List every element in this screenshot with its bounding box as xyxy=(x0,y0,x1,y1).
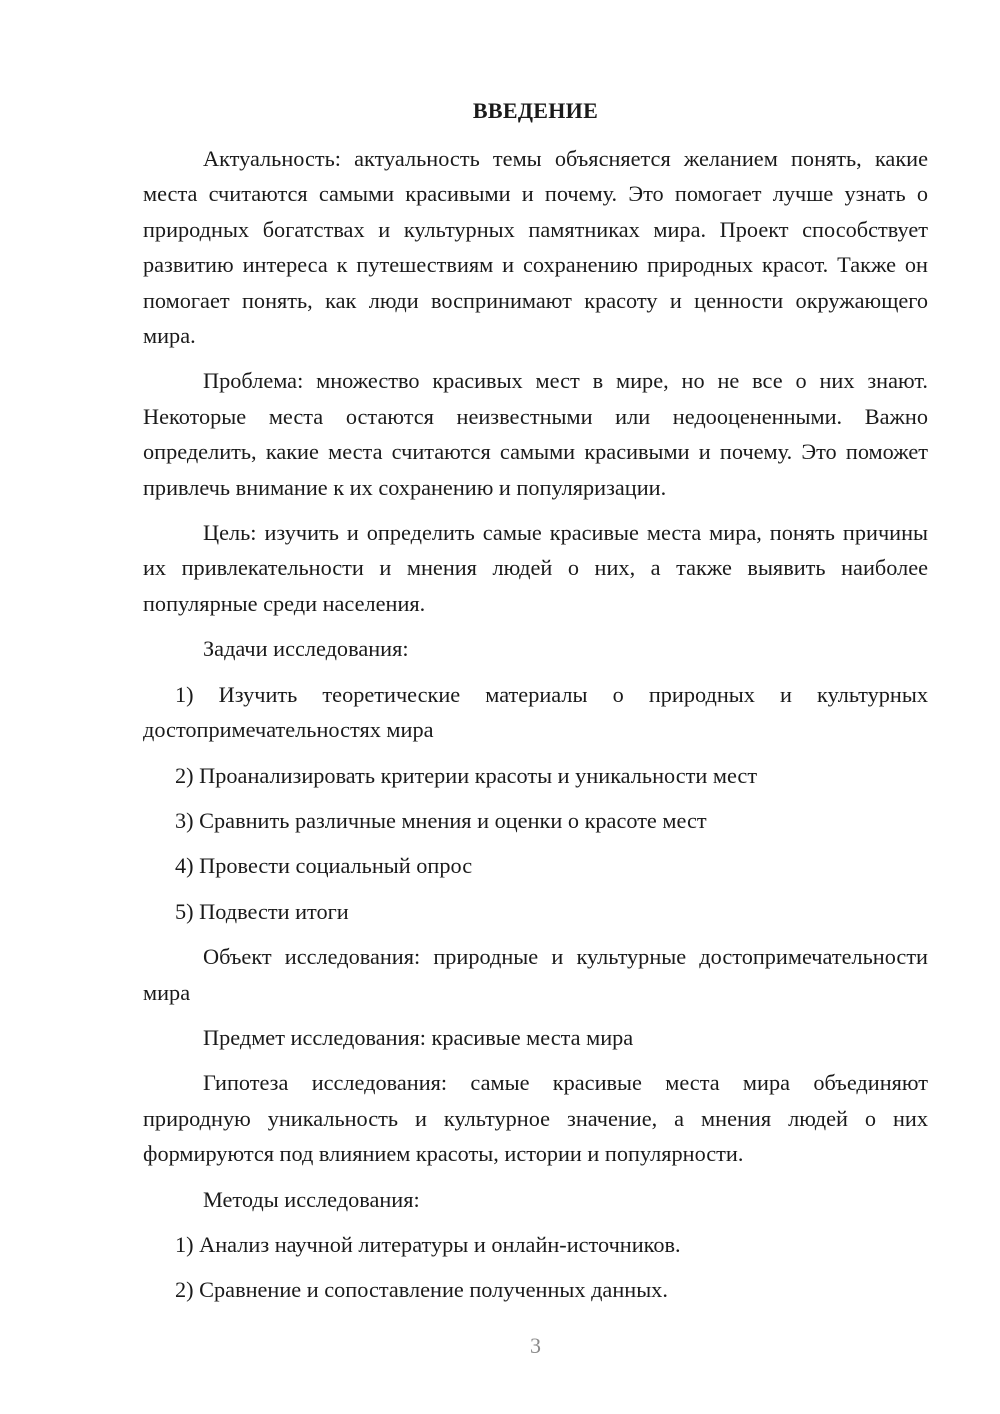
method-item-1: 1) Анализ научной литературы и онлайн-источников. xyxy=(175,1231,681,1257)
section-title: ВВЕДЕНИЕ xyxy=(472,98,599,123)
task-item-1: 1) Изучить теоретические материалы о природных и культурных достопримечательностях мира xyxy=(143,681,928,743)
page-number: 3 xyxy=(530,1333,541,1358)
task-item-2: 2) Проанализировать критерии красоты и уникальности мест xyxy=(175,762,758,788)
paragraph-subject: Предмет исследования: красивые места мира xyxy=(203,1024,634,1050)
task-item-5: 5) Подвести итоги xyxy=(175,898,349,924)
task-item-3: 3) Сравнить различные мнения и оценки о красоте мест xyxy=(175,807,707,833)
methods-heading: Методы исследования: xyxy=(203,1186,420,1212)
document-page xyxy=(143,0,928,1414)
paragraph-hypothesis: Гипотеза исследования: самые красивые места мира объединяют природную уникальность и культурное значение, а мнения людей о них формируются под влиянием красоты, истории и популярности. xyxy=(143,1070,928,1167)
task-item-4: 4) Провести социальный опрос xyxy=(175,853,473,879)
paragraph-problem: Проблема: множество красивых мест в мире, но не все о них знают. Некоторые места остаются неизвестными или недооцененными. Важно определить, какие места считаются самыми красивыми и почему. Это поможет привлечь внимание к их сохранению и популяризации. xyxy=(143,368,928,500)
method-item-2: 2) Сравнение и сопоставление полученных данных. xyxy=(175,1277,668,1303)
paragraph-relevance: Актуальность: актуальность темы объясняется желанием понять, какие места считаются самыми красивыми и почему. Это помогает лучше узнать о природных богатствах и культурных памятниках мира. Проект способствует развитию интереса к путешествиям и сохранению природных красот. Также он помогает понять, как люди воспринимают красоту и ценности окружающего мира. xyxy=(143,146,928,349)
paragraph-goal: Цель: изучить и определить самые красивые места мира, понять причины их привлекательности и мнения людей о них, а также выявить наиболее популярные среди населения. xyxy=(143,520,928,616)
document-body xyxy=(143,141,928,1318)
paragraph-object: Объект исследования: природные и культурные достопримечательности мира xyxy=(143,944,928,1005)
tasks-heading: Задачи исследования: xyxy=(203,636,409,662)
